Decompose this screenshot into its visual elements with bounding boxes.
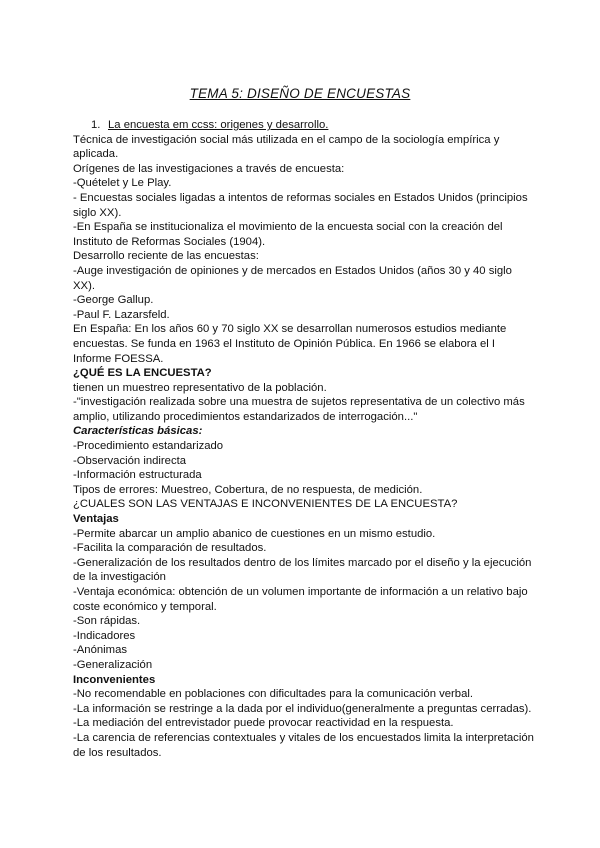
- list-item: -Observación indirecta: [73, 454, 187, 467]
- paragraph-quote: -"investigación realizada sobre una muestra de sujetos representativa de un colectivo más amplio, utilizando procedimientos estandarizados de interrogación...": [73, 396, 525, 423]
- section-heading-text: La encuesta em ccss: origenes y desarrollo.: [108, 119, 329, 131]
- page-title: TEMA 5: DISEÑO DE ENCUESTAS: [189, 86, 411, 101]
- list-item: -Permite abarcar un amplio abanico de cuestiones en un mismo estudio.: [73, 527, 436, 540]
- list-item: -Ventaja económica: obtención de un volumen importante de información a un relativo bajo coste económico y temporal.: [73, 586, 528, 613]
- paragraph-sample: tienen un muestreo representativo de la población.: [73, 381, 327, 394]
- label-disadvantages: Inconvenientes: [73, 673, 156, 686]
- paragraph-intro: Técnica de investigación social más utilizada en el campo de la sociología empírica y aplicada.: [73, 133, 500, 161]
- label-features: Características básicas:: [73, 425, 203, 438]
- section-heading-pros-cons: ¿CUALES SON LAS VENTAJAS E INCONVENIENTES DE LA ENCUESTA?: [73, 498, 458, 511]
- list-item: -Información estructurada: [73, 469, 202, 482]
- paragraph-errors: Tipos de errores: Muestreo, Cobertura, de no respuesta, de medición.: [73, 483, 423, 496]
- list-item: -Procedimiento estandarizado: [73, 440, 224, 453]
- list-item: -Anónimas: [73, 644, 127, 657]
- paragraph-spain: En España: En los años 60 y 70 siglo XX se desarrollan numerosos estudios mediante encuestas. Se funda en 1963 el Instituto de Opinión Pública. En 1966 se elabora el I Informe FOESSA.: [73, 323, 507, 365]
- list-item: -Quételet y Le Play.: [73, 177, 172, 190]
- list-item: -La carencia de referencias contextuales y vitales de los encuestados limita la interpretación de los resultados.: [73, 731, 534, 759]
- label-recent: Desarrollo reciente de las encuestas:: [73, 250, 259, 263]
- document-body: [73, 118, 535, 760]
- list-item: -Generalización: [73, 658, 153, 671]
- section-heading-origins: [73, 118, 535, 133]
- list-item: -La información se restringe a la dada por el individuo(generalmente a preguntas cerradas).: [73, 702, 532, 715]
- list-item: -Auge investigación de opiniones y de mercados en Estados Unidos (años 30 y 40 siglo XX).: [73, 264, 512, 292]
- list-item: - Encuestas sociales ligadas a intentos de reformas sociales en Estados Unidos (principios siglo XX).: [73, 191, 528, 219]
- section-heading-what-is: ¿QUÉ ES LA ENCUESTA?: [73, 367, 212, 380]
- list-item: -George Gallup.: [73, 294, 154, 307]
- section-number: 1.: [91, 119, 101, 131]
- label-advantages: Ventajas: [73, 513, 119, 526]
- list-item: -Son rápidas.: [73, 615, 141, 628]
- label-origins: Orígenes de las investigaciones a través de encuesta:: [73, 162, 345, 175]
- list-item: -Indicadores: [73, 629, 136, 642]
- list-item: -No recomendable en poblaciones con dificultades para la comunicación verbal.: [73, 688, 474, 701]
- list-item: -En España se institucionaliza el movimiento de la encuesta social con la creación del Instituto de Reformas Sociales (1904).: [73, 221, 503, 248]
- list-item: -Generalización de los resultados dentro de los límites marcado por el diseño y la ejecución de la investigación: [73, 556, 532, 584]
- list-item: -La mediación del entrevistador puede provocar reactividad en la respuesta.: [73, 717, 454, 730]
- list-item: -Facilita la comparación de resultados.: [73, 542, 267, 555]
- list-item: -Paul F. Lazarsfeld.: [73, 308, 170, 321]
